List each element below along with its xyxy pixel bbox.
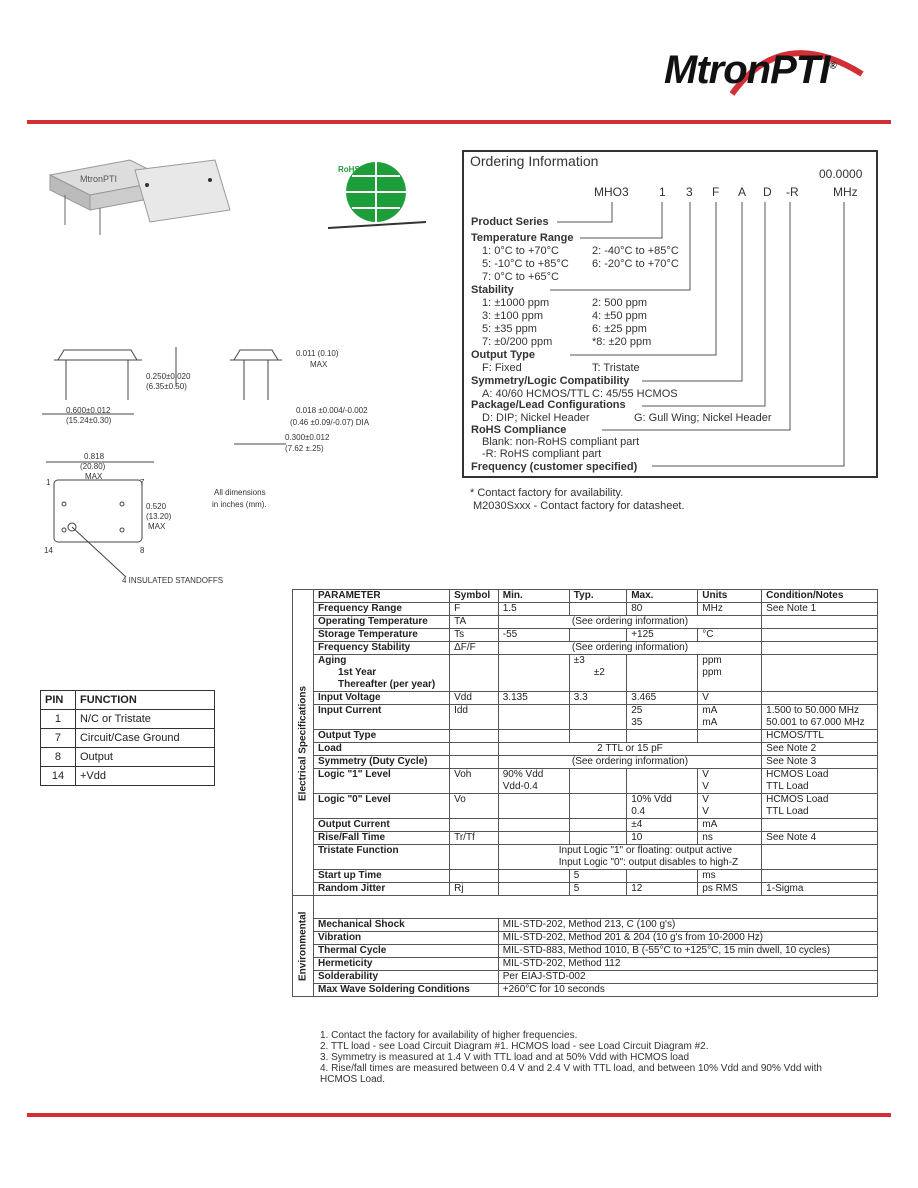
rohs-option: -R: RoHS compliant part [482, 448, 602, 460]
min-cell [498, 883, 569, 896]
svg-text:MtronPTI: MtronPTI [80, 174, 118, 184]
dims-note: in inches (mm). [212, 500, 267, 509]
pin-cell: 8 [41, 748, 76, 767]
code-part-series: MHO3 [594, 185, 629, 199]
rohs-option: Blank: non-RoHS compliant part [482, 436, 640, 448]
spec-cell-line: 0.4 [631, 806, 646, 817]
stability-option: 5: ±35 ppm [482, 323, 537, 335]
dim-label: 0.011 (0.10) [296, 349, 339, 358]
rohs-label: RoHS Compliance [471, 424, 567, 436]
output-option: F: Fixed [482, 362, 522, 374]
pin-number-label: 8 [140, 546, 145, 555]
electrical-spec-label: Electrical Specifications [293, 590, 314, 896]
footer-divider [27, 1113, 891, 1117]
output-option: T: Tristate [592, 362, 640, 374]
typ-cell [569, 832, 626, 845]
dim-label: MAX [148, 522, 166, 531]
env-param-cell: Max Wave Soldering Conditions [314, 984, 499, 997]
table-row [293, 642, 878, 655]
table-row [293, 958, 878, 971]
symbol-cell: Voh [450, 769, 499, 794]
dim-label: (20.80) [80, 462, 106, 471]
min-cell [498, 705, 569, 730]
typ-cell [569, 705, 626, 730]
spec-cell-line: Input Logic "1" or floating: output active [558, 845, 733, 856]
notes-cell [762, 642, 878, 655]
spec-cell-line: HCMOS Load [766, 769, 829, 780]
dim-label: (13.20) [146, 512, 172, 521]
table-row [293, 971, 878, 984]
env-param-cell: Vibration [314, 932, 499, 945]
dim-label: 0.250±0.020 [146, 372, 191, 381]
table-row [293, 603, 878, 616]
spec-cell-line: TTL Load [766, 806, 809, 817]
span-cell: (See ordering information) [498, 616, 761, 629]
temp-range-label: Temperature Range [471, 232, 574, 244]
param-cell: Load [314, 743, 450, 756]
symbol-cell: ΔF/F [450, 642, 499, 655]
pin-function-table [40, 690, 215, 786]
env-param-cell: Mechanical Shock [314, 919, 499, 932]
table-row [293, 629, 878, 642]
function-cell: Circuit/Case Ground [75, 729, 214, 748]
temp-option: 7: 0°C to +65°C [482, 271, 559, 283]
pin-number-label: 1 [46, 478, 51, 487]
spec-cell-line: Thereafter (per year) [338, 679, 436, 690]
notes-cell [762, 655, 878, 692]
typ-cell [569, 730, 626, 743]
span-cell: (See ordering information) [498, 642, 761, 655]
typ-cell: 5 [569, 870, 626, 883]
note-line: 1. Contact the factory for availability of higher frequencies. [320, 1030, 578, 1041]
table-row [293, 883, 878, 896]
note-line: 4. Rise/fall times are measured between 0.4 V and 2.4 V with TTL load, and between 10% Vdd and 90% Vdd with [320, 1063, 822, 1074]
max-cell: ±4 [627, 819, 698, 832]
function-cell: Output [75, 748, 214, 767]
min-cell [498, 730, 569, 743]
span-cell [498, 845, 761, 870]
stability-label: Stability [471, 284, 514, 296]
max-cell [627, 705, 698, 730]
table-row [41, 748, 215, 767]
header-divider [27, 120, 891, 124]
table-row [293, 705, 878, 730]
typ-cell [569, 655, 626, 692]
env-value-cell: MIL-STD-202, Method 201 & 204 (10 g's from 10-2000 Hz) [498, 932, 877, 945]
spec-header: Units [698, 590, 762, 603]
table-row [41, 710, 215, 729]
param-cell: Random Jitter [314, 883, 450, 896]
pin-cell: 7 [41, 729, 76, 748]
table-row [293, 919, 878, 932]
param-cell: Logic "0" Level [314, 794, 450, 819]
spec-cell-line: 1st Year [338, 667, 377, 678]
spec-cell-line: ±3 [573, 655, 585, 666]
stability-option: 2: 500 ppm [592, 297, 648, 309]
package-option: G: Gull Wing; Nickel Header [634, 412, 772, 424]
max-cell: 10 [627, 832, 698, 845]
spec-header: Condition/Notes [762, 590, 878, 603]
units-cell: mA [698, 819, 762, 832]
dim-label: MAX [85, 472, 103, 481]
code-part-temp: 1 [659, 185, 666, 199]
max-cell [627, 769, 698, 794]
symbol-cell [450, 756, 499, 769]
svg-text:RoHS: RoHS [338, 165, 360, 174]
notes-cell: See Note 3 [762, 756, 878, 769]
spec-cell-line: ppm [702, 667, 722, 678]
min-cell: 3.135 [498, 692, 569, 705]
dim-label: 0.818 [84, 452, 105, 461]
notes-cell [762, 870, 878, 883]
product-series-label: Product Series [471, 216, 549, 228]
max-cell [627, 730, 698, 743]
max-cell [627, 794, 698, 819]
spec-cell-line: 10% Vdd [631, 794, 672, 805]
spec-cell-line: Aging [318, 655, 347, 666]
notes-cell: See Note 1 [762, 603, 878, 616]
table-row [293, 730, 878, 743]
units-cell: ps RMS [698, 883, 762, 896]
typ-cell [569, 794, 626, 819]
max-cell [627, 655, 698, 692]
symbol-cell [450, 743, 499, 756]
param-cell: Input Current [314, 705, 450, 730]
symbol-cell: Vo [450, 794, 499, 819]
table-row [293, 655, 878, 692]
table-row [293, 932, 878, 945]
spec-cell-line: ±2 [593, 667, 605, 678]
max-cell: 12 [627, 883, 698, 896]
param-cell: Storage Temperature [314, 629, 450, 642]
notes-cell: 1-Sigma [762, 883, 878, 896]
param-cell: Input Voltage [314, 692, 450, 705]
function-cell: +Vdd [75, 767, 214, 786]
pin-cell: 14 [41, 767, 76, 786]
table-row [293, 870, 878, 883]
param-cell: Operating Temperature [314, 616, 450, 629]
ordering-footnote: M2030Sxxx - Contact factory for datasheet. [473, 500, 685, 512]
env-value-cell: +260°C for 10 seconds [498, 984, 877, 997]
dim-label: (0.46 ±0.09/-0.07) DIA [290, 418, 370, 427]
output-type-label: Output Type [471, 349, 535, 361]
table-row [41, 767, 215, 786]
stability-option: 7: ±0/200 ppm [482, 336, 553, 348]
units-cell [698, 769, 762, 794]
notes-cell: See Note 4 [762, 832, 878, 845]
symbol-cell [450, 845, 499, 870]
notes-cell [762, 819, 878, 832]
notes-cell [762, 845, 878, 870]
notes-cell: See Note 2 [762, 743, 878, 756]
temp-option: 2: -40°C to +85°C [592, 245, 679, 257]
symmetry-label: Symmetry/Logic Compatibility [471, 375, 630, 387]
spec-header: Min. [498, 590, 569, 603]
param-cell: Output Current [314, 819, 450, 832]
symbol-cell: Tr/Tf [450, 832, 499, 845]
ordering-footnote: * Contact factory for availability. [470, 487, 624, 499]
min-cell [498, 655, 569, 692]
min-cell [498, 819, 569, 832]
param-cell: Rise/Fall Time [314, 832, 450, 845]
units-cell: °C [698, 629, 762, 642]
dims-note: All dimensions [214, 488, 266, 497]
typ-cell [569, 769, 626, 794]
env-value-cell: MIL-STD-202, Method 213, C (100 g's) [498, 919, 877, 932]
spec-cell-line: V [702, 794, 709, 805]
symbol-cell: Vdd [450, 692, 499, 705]
table-row [293, 832, 878, 845]
ordering-title: Ordering Information [470, 153, 599, 169]
table-row [293, 692, 878, 705]
max-cell: +125 [627, 629, 698, 642]
symbol-cell: Rj [450, 883, 499, 896]
table-row [293, 819, 878, 832]
code-part-stability: 3 [686, 185, 693, 199]
spacer-cell [314, 896, 878, 919]
spec-cell-line: V [702, 806, 709, 817]
env-value-cell: MIL-STD-883, Method 1010, B (-55°C to +125°C, 15 min dwell, 10 cycles) [498, 945, 877, 958]
spec-cell-line: 25 [631, 705, 643, 716]
temp-option: 1: 0°C to +70°C [482, 245, 559, 257]
units-cell: MHz [698, 603, 762, 616]
notes-cell [762, 692, 878, 705]
symbol-cell: Idd [450, 705, 499, 730]
spec-cell-line: V [702, 769, 709, 780]
frequency-label: Frequency (customer specified) [471, 461, 638, 473]
dim-label: (15.24±0.30) [66, 416, 112, 425]
spec-table [292, 589, 878, 997]
env-value-cell: Per EIAJ-STD-002 [498, 971, 877, 984]
symbol-cell [450, 870, 499, 883]
environmental-label: Environmental [293, 896, 314, 997]
spec-header-row [293, 590, 878, 603]
spec-header: PARAMETER [314, 590, 450, 603]
env-value-cell: MIL-STD-202, Method 112 [498, 958, 877, 971]
spec-cell-line: 35 [631, 717, 643, 728]
spec-cell-line: Vdd-0.4 [502, 781, 538, 792]
freq-value: 00.0000 [819, 167, 863, 181]
max-cell: 80 [627, 603, 698, 616]
dim-label: 0.300±0.012 [285, 433, 330, 442]
span-cell: (See ordering information) [498, 756, 761, 769]
typ-cell [569, 819, 626, 832]
param-cell: Tristate Function [314, 845, 450, 870]
spec-cell-line: Input Logic "0": output disables to high-Z [558, 857, 739, 868]
product-photo [40, 150, 240, 240]
param-cell [314, 655, 450, 692]
notes-cell [762, 629, 878, 642]
min-cell: 1.5 [498, 603, 569, 616]
spec-cell-line: 50.001 to 67.000 MHz [766, 717, 865, 728]
dim-label: 0.018 ±0.004/-0.002 [296, 406, 368, 415]
spacer-row [293, 896, 878, 919]
typ-cell [569, 629, 626, 642]
function-cell: N/C or Tristate [75, 710, 214, 729]
note-line: 2. TTL load - see Load Circuit Diagram #1. HCMOS load - see Load Circuit Diagram #2. [320, 1041, 709, 1052]
units-cell [698, 655, 762, 692]
code-part-package: D [763, 185, 772, 199]
max-cell: 3.465 [627, 692, 698, 705]
typ-cell: 3.3 [569, 692, 626, 705]
table-row [293, 743, 878, 756]
dim-label: (7.62 ±.25) [285, 444, 324, 453]
min-cell [498, 832, 569, 845]
typ-cell [569, 603, 626, 616]
max-cell [627, 870, 698, 883]
param-cell: Logic "1" Level [314, 769, 450, 794]
package-option: D: DIP; Nickel Header [482, 412, 590, 424]
note-line: HCMOS Load. [320, 1074, 386, 1085]
min-cell [498, 870, 569, 883]
span-cell: 2 TTL or 15 pF [498, 743, 761, 756]
stability-option: *8: ±20 ppm [592, 336, 652, 348]
table-row [293, 845, 878, 870]
units-cell: V [698, 692, 762, 705]
table-row [293, 794, 878, 819]
units-cell: ms [698, 870, 762, 883]
note-line: 3. Symmetry is measured at 1.4 V with TTL load and at 50% Vdd with HCMOS load [320, 1052, 690, 1063]
code-part-output: F [712, 185, 720, 199]
pin-cell: 1 [41, 710, 76, 729]
param-cell: Symmetry (Duty Cycle) [314, 756, 450, 769]
min-cell: -55 [498, 629, 569, 642]
standoffs-label: 4 INSULATED STANDOFFS [122, 576, 224, 585]
stability-option: 4: ±50 ppm [592, 310, 647, 322]
symbol-cell [450, 819, 499, 832]
symbol-cell [450, 730, 499, 743]
param-cell: Output Type [314, 730, 450, 743]
table-row [293, 616, 878, 629]
param-cell: Frequency Range [314, 603, 450, 616]
spec-cell-line: HCMOS Load [766, 794, 829, 805]
spec-cell-line: mA [702, 705, 718, 716]
param-cell: Frequency Stability [314, 642, 450, 655]
stability-option: 6: ±25 ppm [592, 323, 647, 335]
code-part-rohs: -R [786, 185, 799, 199]
typ-cell: 5 [569, 883, 626, 896]
temp-option: 6: -20°C to +70°C [592, 258, 679, 270]
notes-cell: HCMOS/TTL [762, 730, 878, 743]
env-param-cell: Hermeticity [314, 958, 499, 971]
temp-option: 5: -10°C to +85°C [482, 258, 569, 270]
symmetry-option: A: 40/60 HCMOS/TTL [482, 388, 590, 400]
dim-label: 0.600±0.012 [66, 406, 111, 415]
units-cell: ns [698, 832, 762, 845]
stability-option: 3: ±100 ppm [482, 310, 544, 322]
notes-cell [762, 705, 878, 730]
spec-cell-line: ppm [702, 655, 722, 666]
units-cell [698, 794, 762, 819]
pin-number-label: 14 [44, 546, 53, 555]
package-label: Package/Lead Configurations [471, 399, 626, 411]
notes-cell [762, 769, 878, 794]
notes-cell [762, 616, 878, 629]
pin-header: PIN [41, 691, 76, 710]
table-row [41, 729, 215, 748]
units-cell [698, 730, 762, 743]
spec-header: Max. [627, 590, 698, 603]
min-cell [498, 794, 569, 819]
table-row [293, 945, 878, 958]
dim-label: MAX [310, 360, 328, 369]
symmetry-option: C: 45/55 HCMOS [592, 388, 678, 400]
spec-header: Typ. [569, 590, 626, 603]
spec-header: Symbol [450, 590, 499, 603]
code-part-symmetry: A [738, 185, 747, 199]
spec-cell-line: V [702, 781, 709, 792]
notes [320, 1030, 880, 1085]
table-row [293, 769, 878, 794]
symbol-cell: TA [450, 616, 499, 629]
min-cell [498, 769, 569, 794]
units-cell [698, 705, 762, 730]
symbol-cell: F [450, 603, 499, 616]
mechanical-drawing [36, 322, 306, 592]
param-cell: Start up Time [314, 870, 450, 883]
company-logo: MtronPTI® [664, 48, 836, 92]
env-param-cell: Thermal Cycle [314, 945, 499, 958]
pin-number-label: 7 [140, 478, 145, 487]
dim-label: 0.520 [146, 502, 167, 511]
stability-option: 1: ±1000 ppm [482, 297, 550, 309]
dim-label: (6.35±0.50) [146, 382, 187, 391]
spec-cell-line: 1.500 to 50.000 MHz [766, 705, 860, 716]
spec-cell-line: 90% Vdd [502, 769, 544, 780]
notes-cell [762, 794, 878, 819]
code-part-unit: MHz [833, 185, 858, 199]
symbol-cell: Ts [450, 629, 499, 642]
spec-cell-line: mA [702, 717, 718, 728]
symbol-cell [450, 655, 499, 692]
table-row [293, 984, 878, 997]
spec-cell-line: TTL Load [766, 781, 809, 792]
rohs-globe-icon [318, 150, 433, 240]
env-param-cell: Solderability [314, 971, 499, 984]
table-row [293, 756, 878, 769]
function-header: FUNCTION [75, 691, 214, 710]
